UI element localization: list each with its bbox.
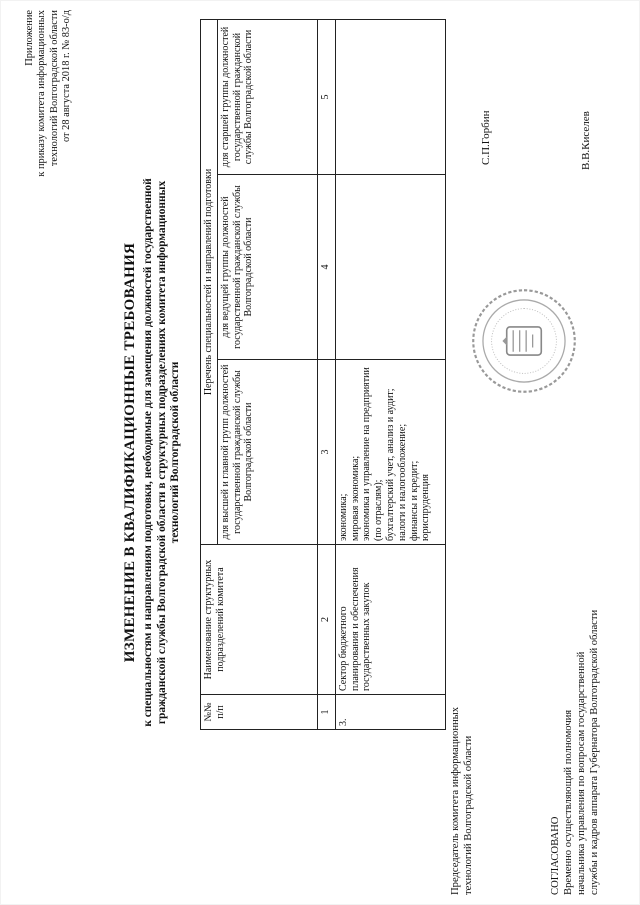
col-number: 4 [317, 175, 335, 360]
specialty-item: экономика и управление на предприятии [361, 367, 373, 541]
col-number: 3 [317, 360, 335, 545]
specialty-item: юриспруденция [420, 473, 432, 541]
agreed-line: службы и кадров аппарата Губернатора Волгоградской области [588, 609, 600, 895]
row-leading-empty [335, 175, 445, 360]
specialty-item: финансы и кредит; [408, 460, 420, 541]
col-number: 2 [317, 545, 335, 695]
subtitle-line: гражданской службы Волгоградской области в структурных подразделениях комитета информационных [155, 180, 168, 725]
document-title: ИЗМЕНЕНИЕ В КВАЛИФИКАЦИОННЫЕ ТРЕБОВАНИЯ [122, 242, 138, 663]
appendix-line: технологий Волгоградской области [48, 10, 60, 167]
row-specialties [335, 360, 445, 545]
agreed-line: Временно осуществляющий полномочия [562, 709, 574, 895]
appendix-line: Приложение [24, 10, 35, 66]
appendix-line: от 28 августа 2018 г. № 83-о/д [60, 10, 72, 143]
chair-signature-block [450, 707, 476, 895]
chair-line: технологий Волгоградской области [462, 735, 474, 895]
agreed-heading: СОГЛАСОВАНО [550, 816, 561, 895]
header-list: Перечень специальностей и направлений подготовки [201, 19, 218, 544]
chair-signer-name: С.П.Горбин [480, 110, 492, 165]
chair-line: Председатель комитета информационных [450, 706, 461, 895]
header-name: Наименование структурных подразделений комитета [201, 545, 318, 695]
row-name: Сектор бюджетного планирования и обеспечения государственных закупок [335, 545, 445, 695]
appendix-block [24, 10, 73, 205]
specialty-item: мировая экономика; [349, 455, 361, 541]
specialty-item: бухгалтерский учет, анализ и аудит; [384, 388, 396, 541]
document-subtitle [142, 0, 183, 905]
col-number: 1 [317, 695, 335, 730]
specialty-item: налоги и налогообложение; [396, 423, 408, 541]
subtitle-line: к специальностям и направлениям подготовки, необходимые для замещения должностей государственной [142, 178, 154, 727]
col-number: 5 [317, 19, 335, 174]
agreed-block [550, 610, 602, 895]
requirements-table [200, 19, 446, 730]
agreed-line: начальника управления по вопросам государственной [575, 651, 587, 895]
header-leading: для ведущей группы должностей государственной гражданской службы Волгоградской области [217, 175, 317, 360]
header-senior: для старшей группы должностей государственной гражданской службы Волгоградской области [217, 19, 317, 174]
specialty-item: экономика; [337, 493, 349, 541]
agreed-signer-name: В.В.Киселев [580, 111, 592, 170]
appendix-line: к приказу комитета информационных [36, 10, 48, 177]
subtitle-line: технологий Волгоградской области [169, 361, 182, 544]
official-seal-icon [470, 287, 578, 395]
row-senior-empty [335, 19, 445, 174]
specialty-item: (по отраслям); [373, 479, 385, 541]
row-num: 3. [335, 695, 445, 730]
header-num: №№ п/п [201, 695, 318, 730]
header-senior-high: для высшей и главной групп должностей государственной гражданской службы Волгоградской области [217, 360, 317, 545]
